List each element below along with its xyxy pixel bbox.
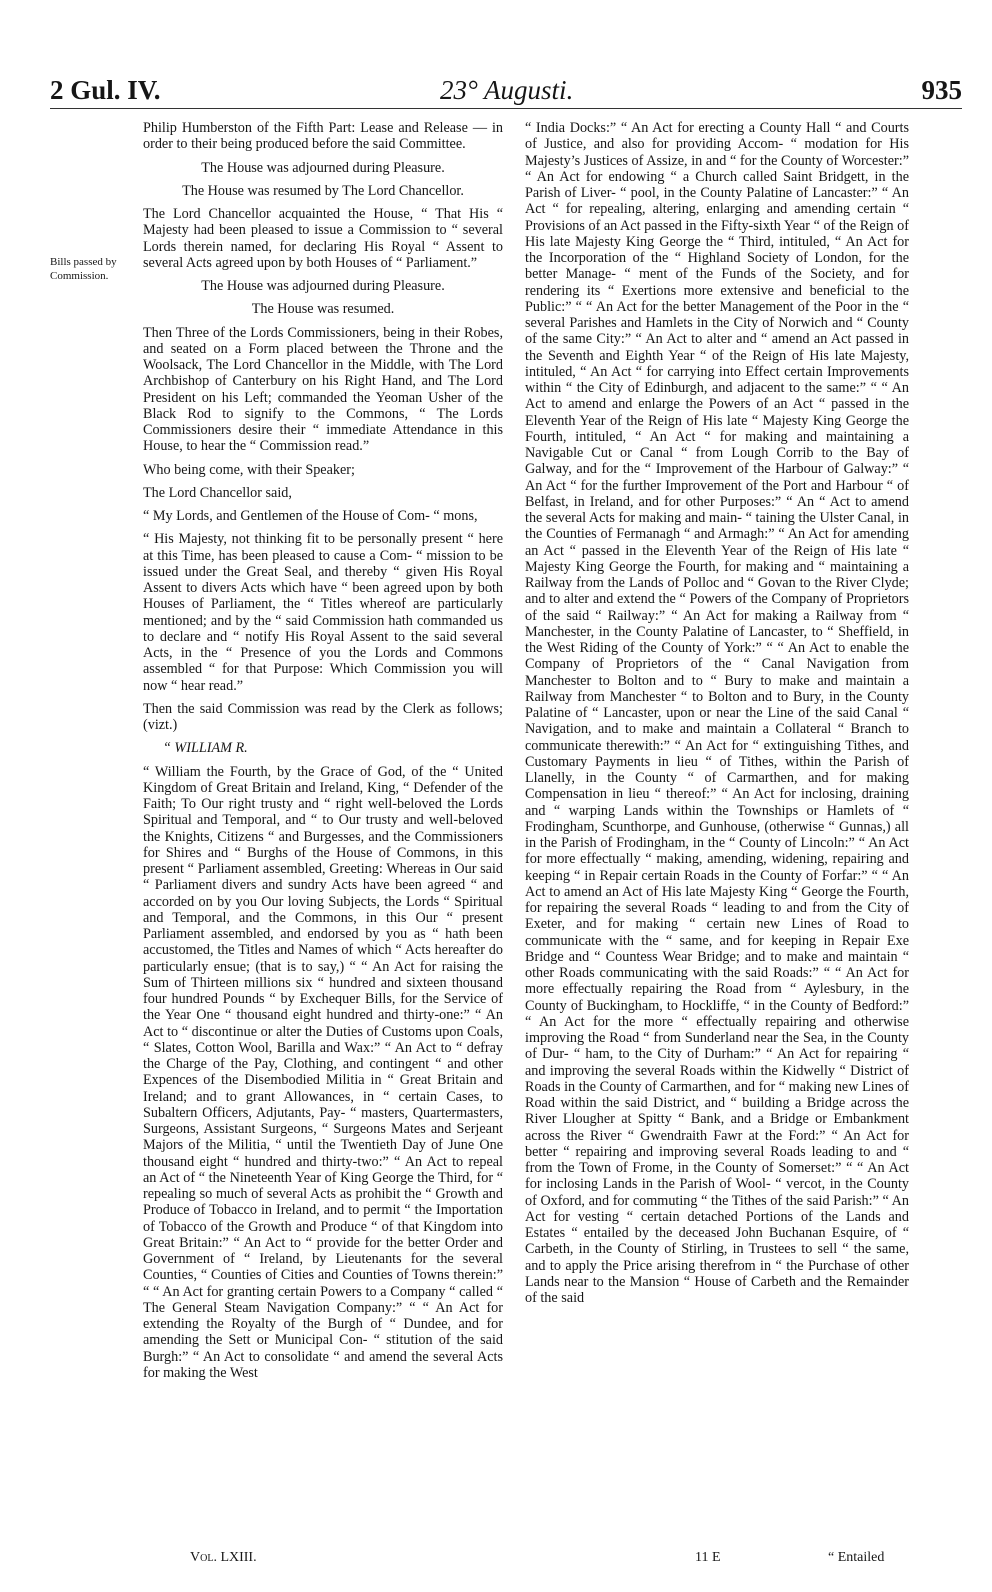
paragraph: The House was adjourned during Pleasure. bbox=[201, 159, 445, 176]
paragraph: Philip Humberston of the Fifth Part: Lease and Release — in order to their being produced before the said Committee. bbox=[143, 120, 503, 153]
paragraph: The House was adjourned during Pleasure. bbox=[201, 278, 445, 294]
margin-note: Bills passed by Commission. bbox=[50, 256, 117, 282]
paragraph: “ William the Fourth, by the Grace of God, of the “ United Kingdom of Great Britain and Ireland, King, “ Defender of the Faith; To Our right trusty and “ right well-beloved the Lords Spiritual and Temporal, and “ to Our trusty and well-beloved the Knights, Citizens “ and Burgesses, and the Commissioners for Shires and “ Burghs of the House of Commons, in this present “ Parliament assembled, Greeting: Whereas in Our said “ Parliament divers and sundry Acts have been agreed “ and accorded on by you Our loving Subjects, the Lords “ Spiritual and Temporal, and the Commons, in this Our “ present Parliament assembled, and endorsed by you as “ hath been accustomed, the Titles and Names of which “ Acts hereafter do particularly ensue; (that is to say,) “ “ An Act for raising the Sum of Thirteen millions six “ hundred and sixteen thousand four hundred Pounds “ by Exchequer Bills, for the Service of the Year One “ thousand eight hundred and thirty-one:” “ An Act to “ discontinue or alter the Duties of Customs upon Coals, “ Slates, Cotton Wool, Barilla and Wax:” “ An Act to “ defray the Charge of the Pay, Clothing, and contingent “ and other Expences of the Disembodied Militia in “ Great Britain and Ireland; and to grant Allowances, in “ certain Cases, to Subaltern Officers, Adjutants, Pay- “ masters, Quartermasters, Surgeons, Assistant Surgeons, “ Surgeons Mates and Serjeant Majors of the Militia, “ until the Twentieth Day of June One thousand eight “ hundred and thirty-two:” “ An Act to repeal an Act of “ the Nineteenth Year of King George the Third, for “ repealing so much of several Acts as prohibit the “ Growth and Produce of Tobacco in Ireland, and to permit “ the Importation of Tobacco of the Growth and Produce “ of that Kingdom into Great Britain:” “ An Act to “ provide for the better Order and Government of “ Ireland, by Lieutenants for the several Counties, “ Counties of Cities and Counties of Towns therein:” “ “ An Act for granting certain Powers to a Company “ called “ The General Steam Navigation Company:” “ “ An Act for extending the Royalty of the Burgh of “ Dundee, and for amending the Sett or Municipal Con- “ stitution of the said Burgh:” “ An Act to consolidate “ and amend the several Acts for making the West bbox=[143, 763, 503, 1381]
header-date: 23° Augusti. bbox=[440, 75, 574, 105]
paragraph: The House was resumed by The Lord Chancellor. bbox=[182, 182, 464, 199]
paragraph: The Lord Chancellor acquainted the House, “ That His “ Majesty had been pleased to issue a Commission to “ several Lords therein named, for declaring His Royal “ Assent to several Acts agreed upon by both Houses of “ Parliament.” bbox=[143, 206, 503, 271]
paragraph: “ His Majesty, not thinking fit to be personally present “ here at this Time, has been pleased to cause a Com- “ mission to be issued under the Great Seal, and thereby “ given His Royal Assent to divers Acts which have “ been agreed upon by both Houses of Parliament, the “ Titles whereof are particularly mentioned; and by the “ said Commission hath commanded us to declare and “ notify His Royal Assent to the said several Acts, in the “ Presence of you the Lords and Commons assembled “ for that Purpose: Which Commission you will now “ hear read.” bbox=[143, 531, 503, 694]
left-column bbox=[143, 120, 503, 1388]
paragraph: Then the said Commission was read by the Clerk as follows; (vizt.) bbox=[143, 700, 503, 733]
paragraph: The House was resumed. bbox=[251, 301, 395, 318]
paragraph: “ India Docks:” “ An Act for erecting a County Hall “ and Courts of Justice, and also for providing Accom- “ modation for His Majesty’s Justices of Assize, in and “ for the County of Worcester:” “ An Act for endowing “ a Church called Saint Bridgett, in the Parish of Liver- “ pool, in the County Palatine of Lancaster:” “ An Act “ for repealing, altering, enlarging and amending certain “ Provisions of an Act passed in the Fifty-sixth Year “ of the Reign of His late Majesty King George the “ Third, intituled, “ An Act for the Incorporation of the “ Highland Society of London, for the better Manage- “ ment of the Funds of the Society, and for rendering its “ Exertions more extensive and beneficial to the Public:” “ “ An Act for the better Management of the Poor in the “ several Parishes and Hamlets in the City of Norwich and “ County of the same City:” “ An Act to alter and “ amend an Act passed in the Seventh and Eighth Year “ of the Reign of His late Majesty, intituled, “ An Act “ for carrying into Effect certain Improvements within “ the City of Edinburgh, and adjacent to the same:” “ “ An Act to amend and enlarge the Powers of an Act “ passed in the Eleventh Year of the Reign of His late “ Majesty King George the Fourth, intituled, “ An Act “ for making and maintaining a Navigable Cut or Canal “ from Lough Corrib to the Bay of Galway, and for the “ Improvement of the Harbour of Galway:” “ An Act “ for the further Improvement of the Port and Harbour “ of Belfast, in Ireland, and for other Purposes:” “ An “ Act to amend the several Acts for making and main- “ taining the Ulster Canal, in the Counties of Fermanagh “ and Armagh:” “ An Act for amending an Act “ passed in the Eleventh Year of the Reign of His late “ Majesty King George the Fourth, for making and “ maintaining a Railway from the Lands of Polloc and “ Govan to the River Clyde; and to alter and extend the “ Powers of the Company of Proprietors of the said “ Railway:” “ An Act for making a Railway from “ Manchester, in the County Palatine of Lancaster, to “ Sheffield, in the West Riding of the County of York:” “ “ An Act to enable the Company of Proprietors of the “ Canal Navigation from Manchester to Bolton and to “ Bury to make and maintain a Railway from Manchester “ to Bolton and to Bury, in the County Palatine of “ Lancaster, upon or near the Line of the said Canal “ Navigation, and to make and maintain a Collateral “ Branch to communicate therewith:” “ An Act for “ extinguishing Tithes, and Customary Payments in lieu “ of Tithes, within the Parish of Llanelly, in the County “ of Carmarthen, and for making Compensation in lieu “ thereof:” “ An Act for inclosing, draining and “ warping Lands within the Townships or Hamlets of “ Frodingham, Scunthorpe, and Gunhouse, (otherwise “ Gunnas,) all in the Parish of Frodingham, in the “ County of Lincoln:” “ An Act for more effectually “ making, amending, widening, repairing and keeping “ in Repair certain Roads in the County of Forfar:” “ “ An Act to amend an Act of His late Majesty King “ George the Fourth, for repairing the several Roads “ leading to and from the City of Exeter, and for making “ certain new Lines of Road to communicate with the “ same, and for keeping in Repair Exe Bridge and “ Countess Wear Bridge; and to make and maintain “ other Roads communicating with the said Roads:” “ “ An Act for more effectually repairing the Road from “ Aylesbury, in the County of Buckingham, to Hockliffe, “ in the County of Bedford:” “ An Act for the more “ effectually repairing and otherwise improving the Road “ from Sunderland near the Sea, in the County of Dur- “ ham, to the City of Durham:” “ An Act for repairing “ and improving the several Roads within the Kidwelly “ District of Roads in the County of Carmarthen, and for “ making new Lines of Road within the said District, and “ building a Bridge across the River Llougher at Spitty “ Bank, and a Bridge or Embankment across the River “ Gwendraith Fawr at the Ford:” “ An Act for better “ repairing and improving several Roads leading to and “ from the Town of Frome, in the County of Somerset:” “ “ An Act for inclosing Lands in the Parish of Wool- “ vercot, in the County of Oxford, and for commuting “ the Tithes of the said Parish:” “ An Act for vesting “ certain detached Portions of the Lands and Estates “ entailed by the deceased John Buchanan Esquire, of “ Carbeth, in the County of Stirling, in Trustees to sell “ the same, and to apply the Price arising therefrom in “ the Purchase of other Lands near to the Mansion “ House of Carbeth and the Remainder of the said bbox=[525, 120, 909, 1306]
right-column bbox=[525, 120, 909, 1313]
paragraph: The Lord Chancellor said, bbox=[143, 484, 292, 501]
page-number: 935 bbox=[921, 75, 962, 105]
footer-signature: 11 E bbox=[695, 1550, 721, 1565]
footer-catchword: “ Entailed bbox=[828, 1550, 885, 1565]
header-regnal-year: 2 Gul. IV. bbox=[50, 75, 161, 105]
paragraph: “ My Lords, and Gentlemen of the House of Com- “ mons, bbox=[143, 508, 478, 524]
header-rule bbox=[50, 108, 962, 109]
paragraph: Who being come, with their Speaker; bbox=[143, 461, 355, 478]
footer-volume: Vol. LXIII. bbox=[190, 1550, 257, 1565]
paragraph: Then Three of the Lords Commissioners, being in their Robes, and seated on a Form placed between the Throne and the Woolsack, The Lord Chancellor in the Middle, with The Lord Archbishop of Canterbury on his Right Hand, and The Lord President on his Left; commanded the Yeoman Usher of the Black Rod to signify to the Commons, “ The Lords Commissioners desire their “ immediate Attendance in this House, to hear the “ Commission read.” bbox=[143, 324, 503, 455]
paragraph: “ WILLIAM R. bbox=[163, 740, 248, 757]
